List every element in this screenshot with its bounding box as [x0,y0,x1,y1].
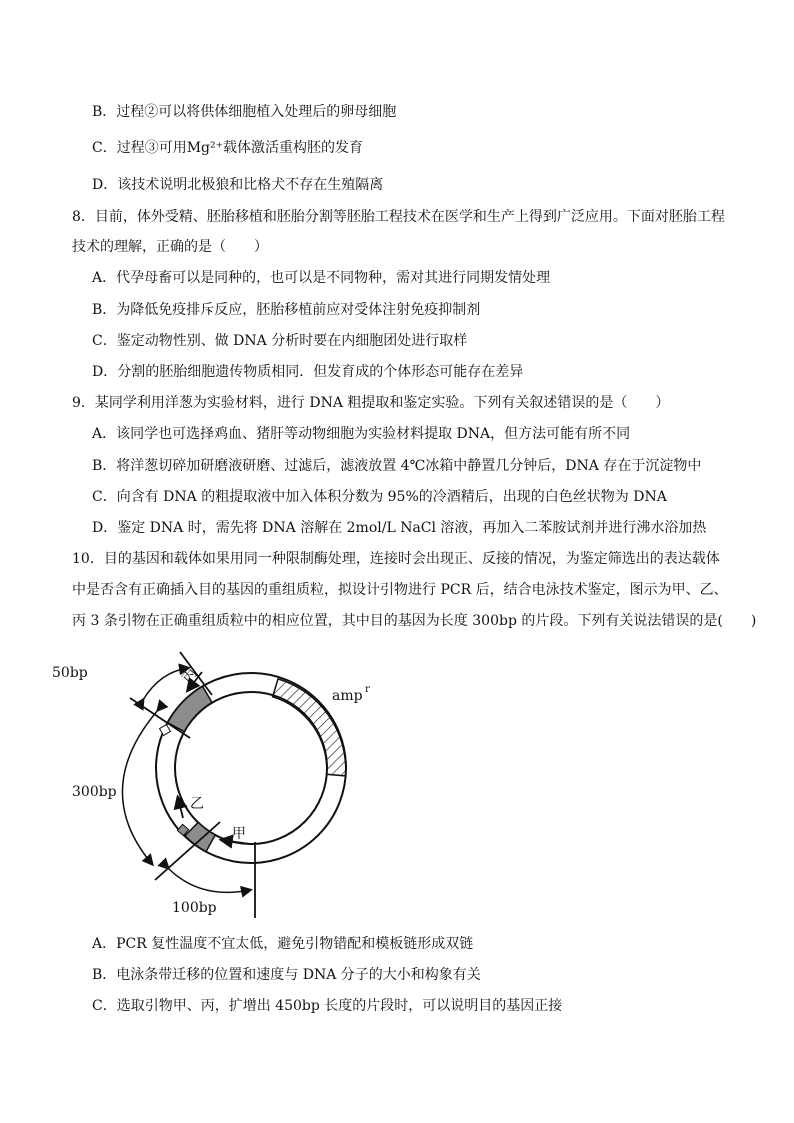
q9-option-b: B．将洋葱切碎加研磨液研磨、过滤后，滤液放置 4℃冰箱中静置几分钟后，DNA 存在于沉淀物中 [92,458,702,474]
q10-stem-line-3: 丙 3 条引物在正确重组质粒中的相应位置，其中目的基因为长度 300bp 的片段。下列有关说法错误的是( ) [72,613,757,629]
primer-bing-site [160,725,171,736]
q9-option-a: A．该同学也可选择鸡血、猪肝等动物细胞为实验材料提取 DNA，但方法可能有所不同 [92,426,631,442]
q8-stem-line-2: 技术的理解，正确的是（ ） [72,239,268,255]
label-primer-yi: 乙 [190,796,204,812]
target-gene-upper-box [168,686,212,731]
q10-option-a: A．PCR 复性温度不宜太低，避免引物错配和模板链形成双链 [92,936,474,952]
q8-option-a: A．代孕母畜可以是同种的，也可以是不同物种，需对其进行同期发情处理 [92,270,551,286]
label-100bp: 100bp [172,900,217,916]
label-50bp: 50bp [52,665,88,681]
label-primer-bing: 丙 [179,665,201,687]
label-amp: amp [332,688,363,704]
q10-option-c: C．选取引物甲、丙，扩增出 450bp 长度的片段时，可以说明目的基因正接 [92,998,563,1014]
q8-option-d: D．分割的胚胎细胞遗传物质相同．但发育成的个体形态可能存在差异 [92,364,524,380]
span-100bp-arrow [168,868,250,892]
span-300bp-arrow [122,710,158,864]
label-amp-superscript: r [365,684,370,695]
q8-option-b: B．为降低免疫排斥反应，胚胎移植前应对受体注射免疫抑制剂 [92,302,481,318]
q10-stem-line-2: 中是否含有正确插入目的基因的重组质粒，拟设计引物进行 PCR 后，结合电泳技术鉴定，图示为甲、乙、 [72,582,728,598]
q9-option-d: D．鉴定 DNA 时，需先将 DNA 溶解在 2mol/L NaCl 溶液，再加入二苯胺试剂并进行沸水浴加热 [92,520,707,536]
plasmid-svg [52,650,390,920]
q7-option-d: D．该技术说明北极狼和比格犬不存在生殖隔离 [92,177,384,193]
target-gene-lower-box [185,822,215,851]
plasmid-diagram [52,650,390,920]
q10-stem-line-1: 10．目的基因和载体如果用同一种限制酶处理，连接时会出现正、反接的情况，为鉴定筛选出的表达载体 [72,551,720,567]
q9-stem: 9．某同学利用洋葱为实验材料，进行 DNA 粗提取和鉴定实验。下列有关叙述错误的是（ ） [72,395,670,411]
q8-option-c: C．鉴定动物性别、做 DNA 分析时要在内细胞团处进行取样 [92,333,468,349]
q10-option-b: B．电泳条带迁移的位置和速度与 DNA 分子的大小和构象有关 [92,967,481,983]
label-300bp: 300bp [72,784,117,800]
q7-option-b: B．过程②可以将供体细胞植入处理后的卵母细胞 [92,104,397,120]
label-primer-jia: 甲 [232,826,246,842]
q9-option-c: C．向含有 DNA 的粗提取液中加入体积分数为 95%的冷酒精后，出现的白色丝状物为 DNA [92,489,667,505]
q8-stem-line-1: 8．目前，体外受精、胚胎移植和胚胎分割等胚胎工程技术在医学和生产上得到广泛应用。下面对胚胎工程 [72,209,725,225]
q7-option-c: C．过程③可用Mg²⁺载体激活重构胚的发育 [92,140,364,156]
